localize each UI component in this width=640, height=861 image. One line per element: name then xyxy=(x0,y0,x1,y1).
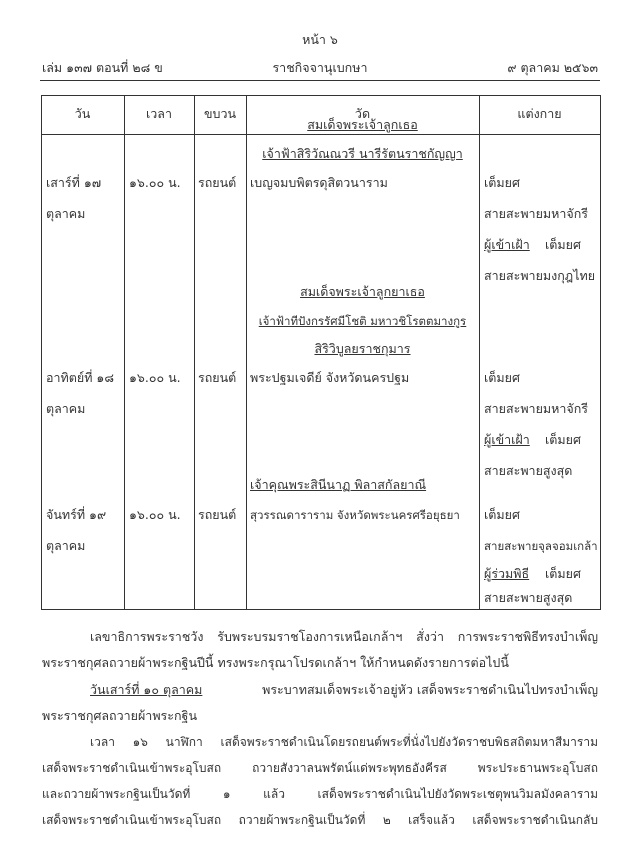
day: เสาร์ที่ ๑๗ xyxy=(46,175,102,190)
column-header-procession: ขบวน xyxy=(203,106,237,121)
column-header-dress: แต่งกาย xyxy=(517,106,562,121)
table-header-divider xyxy=(41,134,601,135)
time: ๑๖.๐๐ น. xyxy=(129,370,181,385)
attendee-label: ผู้เข้าเฝ้า xyxy=(484,237,530,252)
col-line xyxy=(41,95,42,610)
dress: สายสะพายสูงสุด xyxy=(484,590,573,605)
col-line xyxy=(124,95,125,610)
paragraph-line: เสด็จพระราชดำเนินเข้าพระอุโบสถ ถวายสังวาลนพรัตน์แด่พระพุทธอังคีรส พระประธานพระอุโบสถ xyxy=(42,761,598,775)
dress: สายสะพายมหาจักรี xyxy=(484,401,589,416)
month: ตุลาคม xyxy=(46,538,86,553)
page-number: หน้า ๖ xyxy=(302,32,338,47)
paragraph-line: พระราชกุศลถวายผ้าพระกฐินปีนี้ ทรงพระกรุณาโปรดเกล้าฯ ให้กำหนดดังรายการต่อไปนี้ xyxy=(42,655,509,670)
table-border-bottom xyxy=(41,609,601,610)
dress: เต็มยศ xyxy=(545,432,581,447)
publication-date: ๙ ตุลาคม ๒๕๖๓ xyxy=(507,60,598,75)
time: ๑๖.๐๐ น. xyxy=(129,175,181,190)
col-line xyxy=(194,95,195,610)
dress: เต็มยศ xyxy=(484,370,520,385)
royal-name: สมเด็จพระเจ้าลูกเธอ xyxy=(307,117,418,132)
paragraph-line: เสด็จพระราชดำเนินเข้าพระอุโบสถ ถวายผ้าพระกฐินเป็นวัดที่ ๒ เสร็จแล้ว เสด็จพระราชดำเนินกลับ xyxy=(42,813,598,827)
paragraph-line: เลขาธิการพระราชวัง รับพระบรมราชโองการเหนือเกล้าฯ สั่งว่า การพระราชพิธีทรงบำเพ็ญ xyxy=(90,629,598,644)
paragraph-line xyxy=(90,682,598,698)
royal-name: สิริวิบูลยราชกุมาร xyxy=(314,341,411,356)
procession: รถยนต์ xyxy=(198,175,237,190)
dress: เต็มยศ xyxy=(484,175,520,190)
day: จันทร์ที่ ๑๙ xyxy=(46,507,107,522)
temple: สุวรรณดาราราม จังหวัดพระนครศรีอยุธยา xyxy=(250,508,460,522)
month: ตุลาคม xyxy=(46,401,86,416)
temple: พระปฐมเจดีย์ จังหวัดนครปฐม xyxy=(250,370,410,385)
paragraph-line: พระราชกุศลถวายผ้าพระกฐิน xyxy=(42,708,197,723)
royal-name: เจ้าคุณพระสินีนาฏ พิลาสกัลยาณี xyxy=(250,477,427,492)
month: ตุลาคม xyxy=(46,206,86,221)
royal-name: สมเด็จพระเจ้าลูกยาเธอ xyxy=(300,284,425,299)
event-date: วันเสาร์ที่ ๑๐ ตุลาคม xyxy=(90,682,203,697)
dress: เต็มยศ xyxy=(545,237,581,252)
procession: รถยนต์ xyxy=(198,507,237,522)
dress: เต็มยศ xyxy=(484,507,520,522)
procession: รถยนต์ xyxy=(198,370,237,385)
header-rule xyxy=(40,80,600,81)
royal-name: เจ้าฟ้าทีปังกรรัศมีโชติ มหาวชิโรตตมางกูร xyxy=(258,314,467,328)
column-header-temple: วัด xyxy=(354,106,371,121)
dress: สายสะพายจุลจอมเกล้า xyxy=(484,539,598,553)
attendee-label: ผู้ร่วมพิธี xyxy=(484,566,530,581)
column-header-time: เวลา xyxy=(146,106,172,121)
attendee-label: ผู้เข้าเฝ้า xyxy=(484,432,530,447)
day: อาทิตย์ที่ ๑๘ xyxy=(46,370,114,385)
table-border-top xyxy=(41,95,601,96)
dress: เต็มยศ xyxy=(545,566,581,581)
dress: สายสะพายมหาจักรี xyxy=(484,206,589,221)
col-line xyxy=(479,95,480,610)
col-line xyxy=(600,95,601,610)
paragraph-line: และถวายผ้าพระกฐินเป็นวัดที่ ๑ แล้ว เสด็จพระราชดำเนินไปยังวัดพระเชตุพนวิมลมังคลาราม xyxy=(42,787,598,801)
temple: เบญจมบพิตรดุสิตวนาราม xyxy=(250,175,388,190)
volume-info: เล่ม ๑๓๗ ตอนที่ ๒๘ ข xyxy=(42,60,163,75)
publication-title: ราชกิจจานุเบกษา xyxy=(272,60,368,75)
dress: สายสะพายสูงสุด xyxy=(484,463,573,478)
paragraph-line: เวลา ๑๖ นาฬิกา เสด็จพระราชดำเนินโดยรถยนต์พระที่นั่งไปยังวัดราชบพิธสถิตมหาสีมาราม xyxy=(90,735,598,749)
royal-name: เจ้าฟ้าสิริวัณณวรี นารีรัตนราชกัญญา xyxy=(262,146,463,161)
dress: สายสะพายมงกุฎไทย xyxy=(484,268,596,283)
column-header-day: วัน xyxy=(74,106,91,121)
paragraph-text: พระบาทสมเด็จพระเจ้าอยู่หัว เสด็จพระราชดำเนินไปทรงบำเพ็ญ xyxy=(262,682,598,697)
time: ๑๖.๐๐ น. xyxy=(129,507,181,522)
